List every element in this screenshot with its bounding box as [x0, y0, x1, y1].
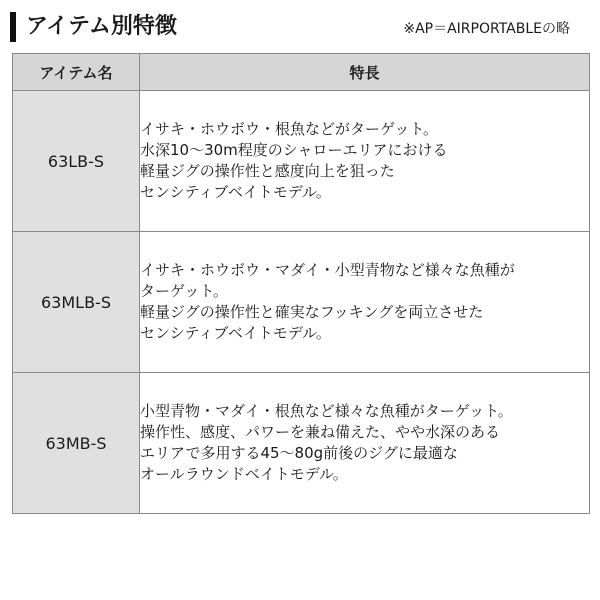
feature-line: 小型青物・マダイ・根魚など様々な魚種がターゲット。 — [140, 402, 513, 420]
table-row — [13, 232, 590, 373]
feature-line: イサキ・ホウボウ・マダイ・小型青物など様々な魚種が — [140, 261, 515, 279]
feature-line: センシティブベイトモデル。 — [140, 324, 331, 342]
feature-line: 操作性、感度、パワーを兼ね備えた、やや水深のある — [140, 423, 501, 441]
item-name-cell: 63MLB-S — [13, 232, 140, 373]
page-title: アイテム別特徴 — [26, 14, 177, 39]
feature-line: 軽量ジグの操作性と確実なフッキングを両立させた — [140, 303, 484, 321]
feature-cell — [140, 91, 590, 232]
item-name-cell: 63LB-S — [13, 91, 140, 232]
feature-line: オールラウンドベイトモデル。 — [140, 465, 348, 483]
feature-line: 水深10～30m程度のシャローエリアにおける — [140, 141, 448, 159]
feature-line: イサキ・ホウボウ・根魚などがターゲット。 — [140, 120, 439, 138]
feature-line: エリアで多用する45～80g前後のジグに最適な — [140, 444, 458, 462]
feature-line: 軽量ジグの操作性と感度向上を狙った — [140, 162, 395, 180]
column-header-item-name: アイテム名 — [13, 54, 140, 91]
item-name-cell: 63MB-S — [13, 373, 140, 514]
feature-line: センシティブベイトモデル。 — [140, 183, 331, 201]
abbreviation-note: ※AP＝AIRPORTABLEの略 — [403, 21, 570, 37]
table-row — [13, 91, 590, 232]
feature-cell — [140, 373, 590, 514]
page-header — [10, 10, 590, 44]
title-accent-bar — [10, 12, 16, 42]
feature-cell — [140, 232, 590, 373]
table-header-row — [13, 54, 590, 91]
feature-line: ターゲット。 — [140, 282, 229, 300]
column-header-features: 特長 — [140, 54, 590, 91]
table-row — [13, 373, 590, 514]
item-feature-table — [12, 53, 590, 514]
